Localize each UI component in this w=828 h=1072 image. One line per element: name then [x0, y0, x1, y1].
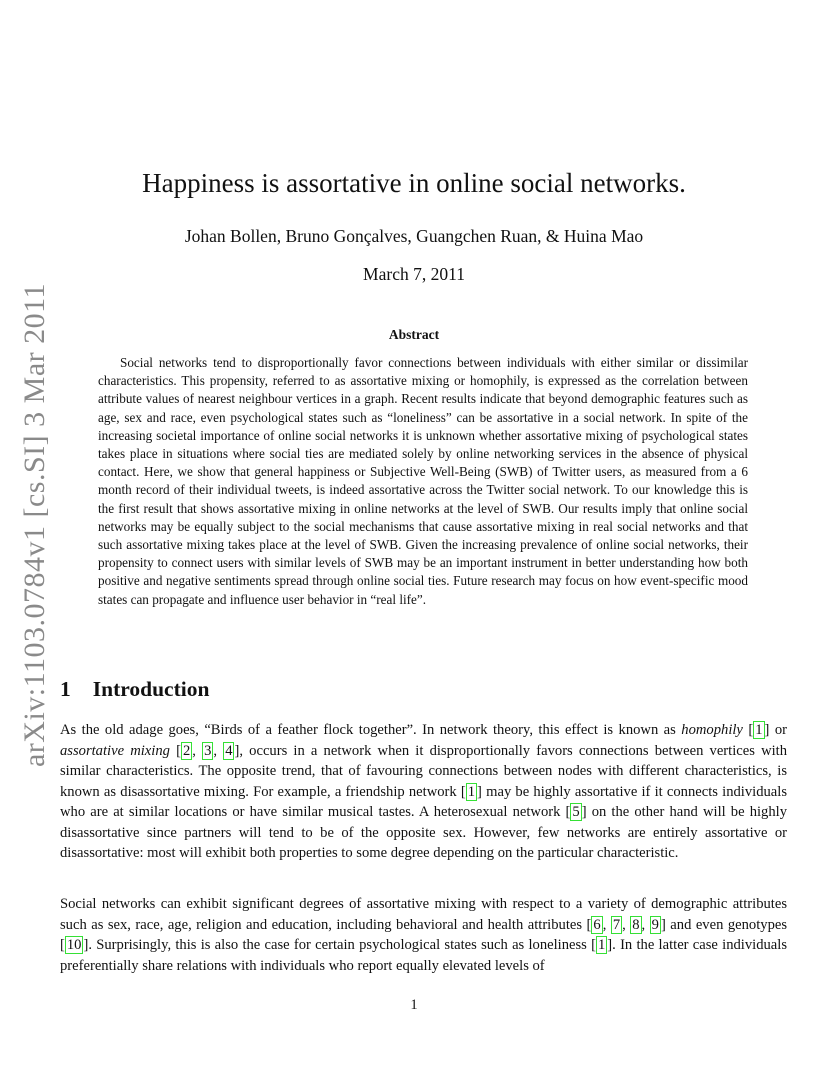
text-run: may be highly assortative if it connects individuals who are at similar locations or have similar musical tastes. A heterosexual network [60, 783, 787, 820]
text-run: . Surprisingly, this is also the case for certain psychological states such as loneliness [88, 937, 592, 953]
text-run: or [769, 722, 788, 738]
citation-link[interactable]: 10 [66, 937, 82, 953]
abstract-heading: Abstract [388, 327, 440, 342]
text-run: . In the latter case individuals preferentially share relations with individuals who report equally elevated levels of [60, 937, 788, 974]
section-title: Introduction [92, 677, 210, 701]
citation-link[interactable]: 6 [593, 916, 601, 933]
citation-link[interactable]: 2 [182, 742, 191, 759]
citation-link[interactable]: 1 [598, 937, 606, 953]
abstract-text: Social networks tend to disproportionally favor connections between individuals with either similar or dissimilar characteristics. This propensity, referred to as assortative mixing or homophily, is expressed as the correlation between attribute values of nearest neighbour vertices in a graph. Recent results indicate that beyond demographic features such as age, sex and race, even psychological states such as “loneliness” can be assortative in a social network. In spite of the increasing societal importance of online social networks it is unknown whether assortative mixing of psychological states takes place in situations where social ties are mediated solely by online networking services in the absence of physical contact. Here, we show that general happiness or Subjective Well-Being (SWB) of Twitter users, as measured from a 6 month record of their individual tweets, is indeed assortative across the Twitter social network. To our knowledge this is the first result that shows assortative mixing in online networks at the level of SWB. Our results imply that online social networks may be equally subject to the social mechanisms that cause assortative mixing in real social networks and that such assortative mixing takes place at the level of SWB. Given the increasing prevalence of online social networks, their propensity to connect users with similar levels of SWB may be an important instrument in better understanding how both positive and negative sentiments spread through online social ties. Future research may focus on how event-specific mood states can propagate and influence user behavior in “real life”. [98, 355, 748, 607]
citation-link[interactable]: 9 [651, 916, 659, 933]
intro-paragraph-2: Social networks can exhibit significant degrees of assortative mixing with respect to a variety of demographic attributes such as sex, race, age, religion and education, including behavioral and health attributes [ 6 , 7 , 8 , 9 ] and even genotypes [ 10 ]. Surprisingly, this is also the case for certain psychological states such as loneliness [ 1 ]. In the latter case individuals preferentially share relations with individuals who report equally elevated levels of [60, 896, 788, 974]
text-run: on the other hand will be highly disassortative since partners will tend to be of the opposite sex. However, few networks are entirely assortative or disassortative: most will exhibit both properties to some degree depending on the particular characteristic. [60, 804, 788, 861]
text-run: , occurs in a network when it disproportionally favors connections between vertices with similar characteristics. The opposite trend, that of favouring connections between nodes with different characteristics, is known as disassortative mixing. For example, a friendship network [60, 742, 788, 800]
citation-link[interactable]: 3 [204, 742, 212, 759]
section-number: 1 [60, 677, 71, 701]
citation-link[interactable]: 1 [755, 722, 763, 738]
citation-link[interactable]: 5 [572, 804, 580, 820]
section-heading [60, 677, 209, 702]
paper-title: Happiness is assortative in online social networks. [142, 168, 686, 198]
text-run: and even genotypes [665, 916, 788, 933]
emphasis-homophily: homophily [681, 722, 743, 738]
arxiv-identifier: arXiv:1103.0784v1 [cs.SI] 3 Mar 2011 [18, 282, 51, 768]
arxiv-sidebar-stamp [8, 282, 62, 768]
emphasis-assortative: assortative mixing [60, 742, 170, 759]
citation-link[interactable]: 4 [225, 742, 233, 759]
citation-link[interactable]: 7 [612, 916, 621, 933]
text-run: Social networks can exhibit significant degrees of assortative mixing with respect to a variety of demographic attributes such as sex, race, age, religion and education, including behavioral and health attributes [60, 896, 787, 933]
citation-link[interactable]: 1 [467, 783, 476, 800]
citation-link[interactable]: 8 [632, 916, 640, 933]
paper-authors: Johan Bollen, Bruno Gonçalves, Guangchen Ruan, & Huina Mao [184, 226, 644, 246]
text-run: As the old adage goes, “Birds of a feather flock together”. In network theory, this effect is known as [60, 722, 682, 738]
intro-paragraph-1: As the old adage goes, “Birds of a feather flock together”. In network theory, this effect is known as homophily [ 1 ] or assortative mixing [ 2 , 3 , 4 ], occurs in a network when it disproportionally favors connections between vertices with similar characteristics. The opposite trend, that of favouring connections between nodes with different characteristics, is known as disassortative mixing. For example, a friendship network [ 1 ] may be highly assortative if it connects individuals who are at similar locations or have similar musical tastes. A heterosexual network [ 5 ] on the other hand will be highly disassortative since partners will tend to be of the opposite sex. However, few networks are entirely assortative or disassortative: most will exhibit both properties to some degree depending on the particular characteristic. [60, 722, 788, 861]
page-number: 1 [410, 997, 418, 1013]
paper-date: March 7, 2011 [363, 264, 465, 284]
